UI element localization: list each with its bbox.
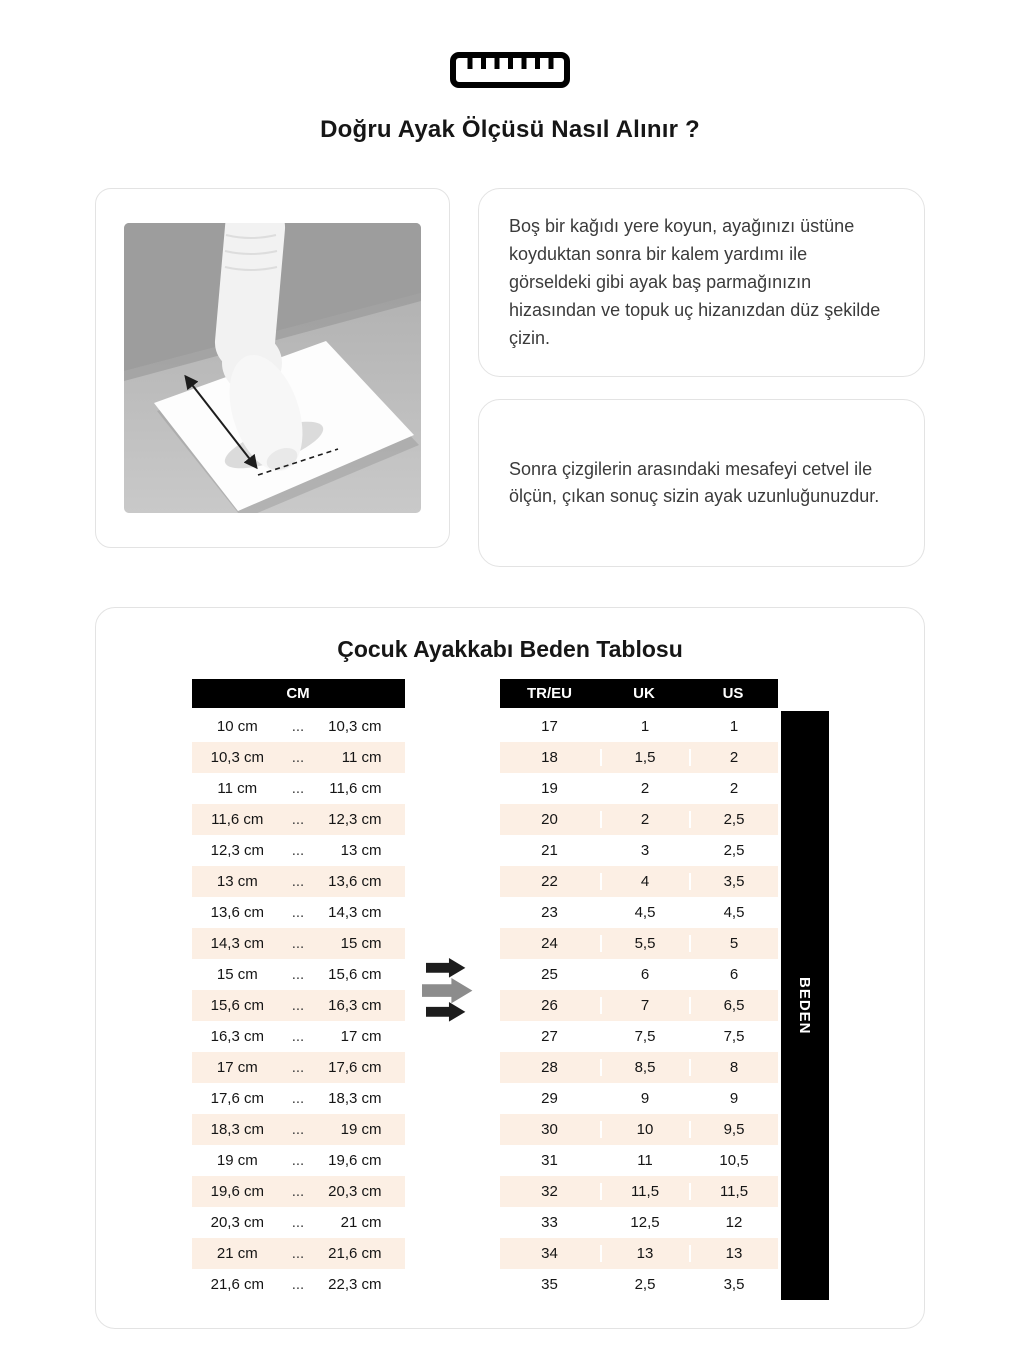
cm-table-row: 13 cm ... 13,6 cm — [192, 866, 405, 897]
cm-table-row: 10,3 cm ... 11 cm — [192, 742, 405, 773]
size-table-row: 20 2 2,5 — [500, 804, 778, 835]
size-table-row: 17 1 1 — [500, 711, 778, 742]
size-table-title: Çocuk Ayakkabı Beden Tablosu — [337, 636, 683, 663]
foot-measurement-photo — [124, 223, 421, 513]
cm-table-row: 14,3 cm ... 15 cm — [192, 928, 405, 959]
cm-table-row: 17 cm ... 17,6 cm — [192, 1052, 405, 1083]
instruction-step-2 — [478, 399, 925, 567]
size-table-rows — [500, 711, 778, 1300]
size-table-row: 35 2,5 3,5 — [500, 1269, 778, 1300]
size-table-row: 30 10 9,5 — [500, 1114, 778, 1145]
instruction-steps — [478, 188, 925, 567]
cm-table-row: 15 cm ... 15,6 cm — [192, 959, 405, 990]
cm-table-row: 17,6 cm ... 18,3 cm — [192, 1083, 405, 1114]
size-table-row: 18 1,5 2 — [500, 742, 778, 773]
cm-table-row: 15,6 cm ... 16,3 cm — [192, 990, 405, 1021]
cm-table-row: 10 cm ... 10,3 cm — [192, 711, 405, 742]
size-table-row: 21 3 2,5 — [500, 835, 778, 866]
header-tr-eu: TR/EU — [527, 685, 572, 703]
size-table-row: 26 7 6,5 — [500, 990, 778, 1021]
size-table-row: 34 13 13 — [500, 1238, 778, 1269]
cm-table-rows — [192, 711, 405, 1300]
beden-side-label: BEDEN — [796, 977, 813, 1035]
cm-table-row: 19,6 cm ... 20,3 cm — [192, 1176, 405, 1207]
conversion-arrows-icon — [405, 679, 500, 1300]
cm-table-row: 21 cm ... 21,6 cm — [192, 1238, 405, 1269]
international-size-table — [500, 679, 778, 1300]
cm-table-row: 21,6 cm ... 22,3 cm — [192, 1269, 405, 1300]
cm-table-row: 18,3 cm ... 19 cm — [192, 1114, 405, 1145]
size-table-row: 27 7,5 7,5 — [500, 1021, 778, 1052]
cm-table-row: 19 cm ... 19,6 cm — [192, 1145, 405, 1176]
size-table-card — [95, 607, 925, 1329]
measure-section — [95, 188, 925, 567]
size-table-row: 19 2 2 — [500, 773, 778, 804]
page-title: Doğru Ayak Ölçüsü Nasıl Alınır ? — [320, 116, 700, 143]
size-table-row: 29 9 9 — [500, 1083, 778, 1114]
instruction-step-1-text: Boş bir kağıdı yere koyun, ayağınızı üstüne koyduktan sonra bir kalem yardımı ile görseldeki gibi ayak baş parmağınızın hizasından ve topuk uç hizanızdan düz şekilde çizin. — [509, 216, 881, 348]
cm-table-row: 13,6 cm ... 14,3 cm — [192, 897, 405, 928]
instruction-step-1 — [478, 188, 925, 377]
beden-side-bar — [781, 711, 829, 1300]
size-table-row: 28 8,5 8 — [500, 1052, 778, 1083]
foot-photo-card — [95, 188, 450, 548]
size-table-row: 24 5,5 5 — [500, 928, 778, 959]
instruction-step-2-text: Sonra çizgilerin arasındaki mesafeyi cetvel ile ölçün, çıkan sonuç sizin ayak uzunluğunuzdur. — [509, 458, 880, 507]
size-table-row: 33 12,5 12 — [500, 1207, 778, 1238]
size-table-row: 31 11 10,5 — [500, 1145, 778, 1176]
header-us: US — [722, 685, 744, 703]
size-tables — [96, 679, 924, 1300]
cm-table-header: CM — [192, 679, 405, 708]
page-header — [0, 0, 1020, 144]
size-table-header-row — [500, 679, 778, 708]
cm-table-row: 11,6 cm ... 12,3 cm — [192, 804, 405, 835]
size-table-row: 25 6 6 — [500, 959, 778, 990]
size-table-row: 22 4 3,5 — [500, 866, 778, 897]
cm-table-row: 16,3 cm ... 17 cm — [192, 1021, 405, 1052]
ruler-icon — [0, 50, 1020, 90]
cm-table — [192, 679, 405, 1300]
cm-table-row: 20,3 cm ... 21 cm — [192, 1207, 405, 1238]
size-table-row: 23 4,5 4,5 — [500, 897, 778, 928]
cm-table-row: 12,3 cm ... 13 cm — [192, 835, 405, 866]
cm-table-row: 11 cm ... 11,6 cm — [192, 773, 405, 804]
size-table-row: 32 11,5 11,5 — [500, 1176, 778, 1207]
header-uk: UK — [633, 685, 655, 703]
